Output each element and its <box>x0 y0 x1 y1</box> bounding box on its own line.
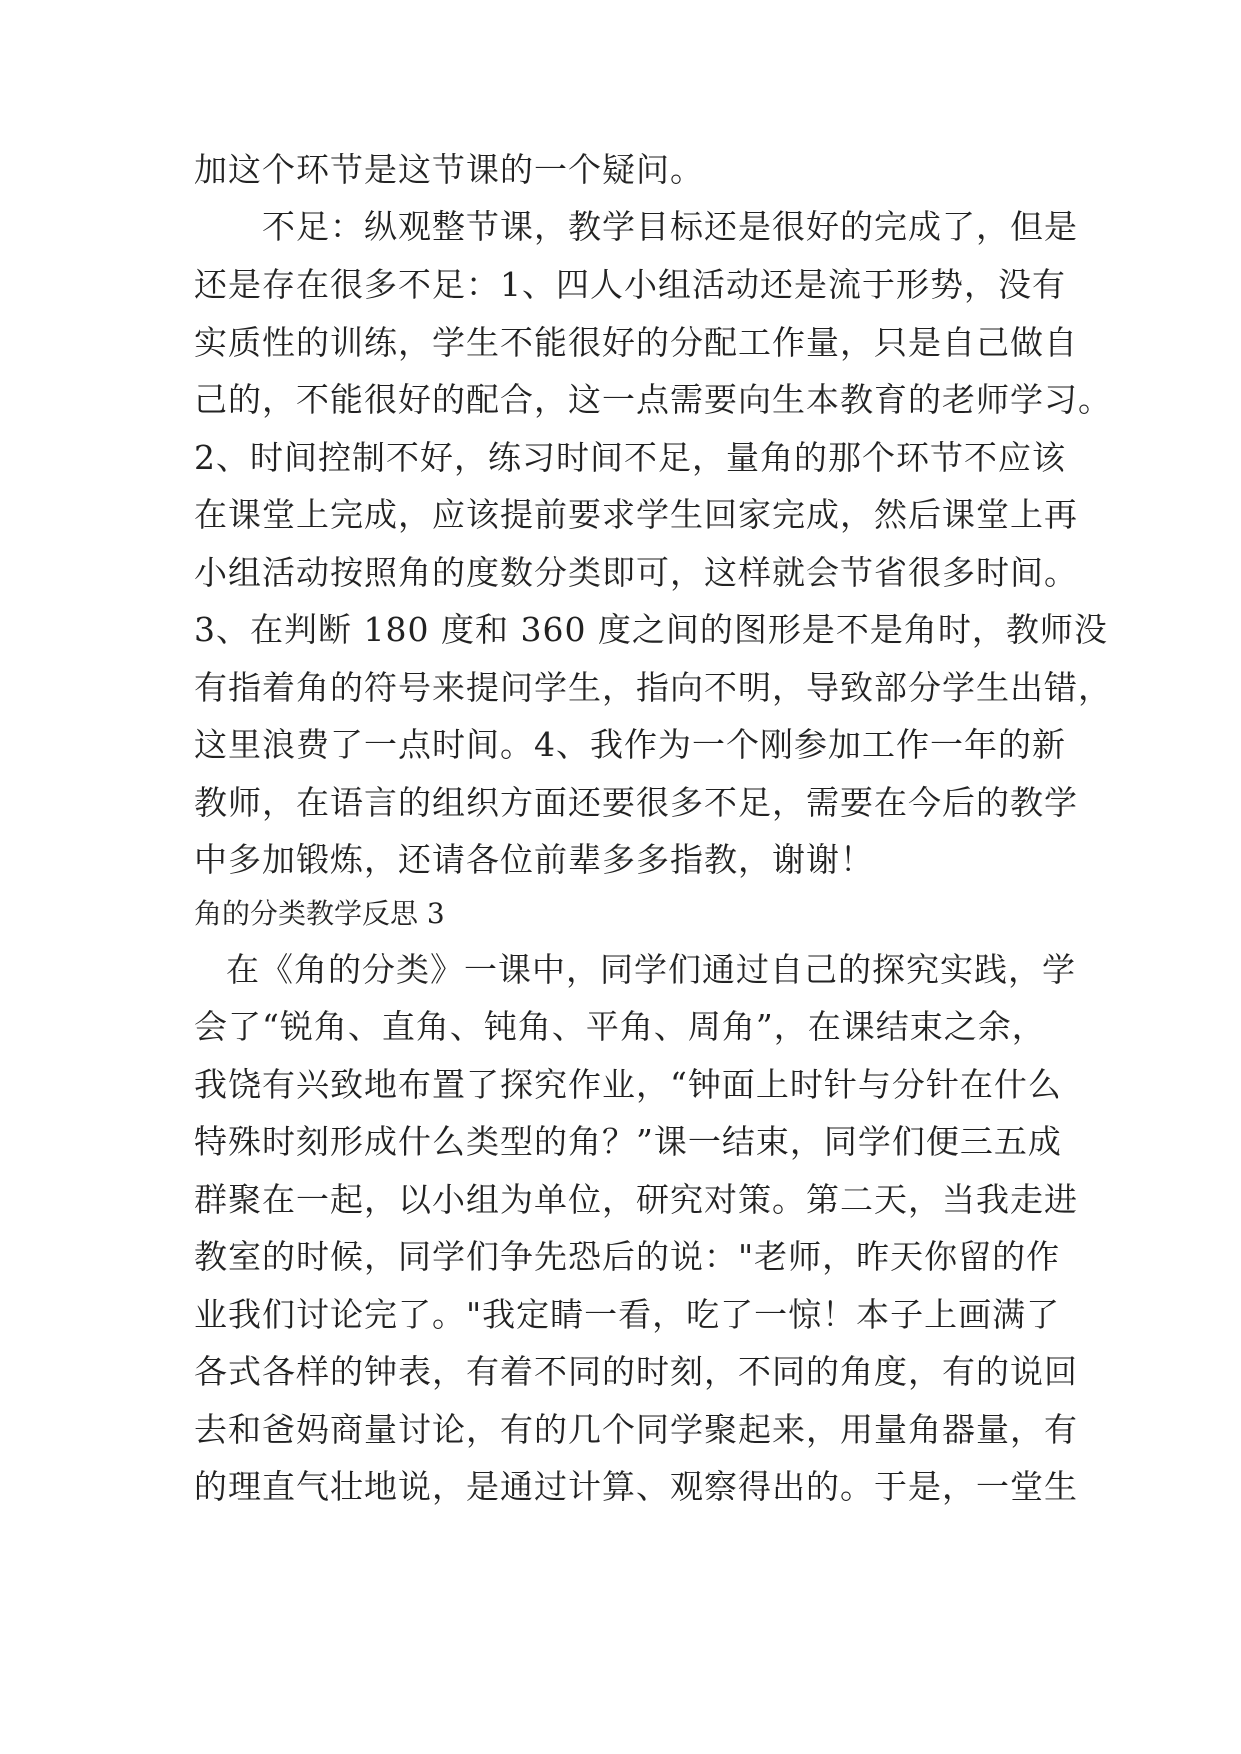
paragraph-line: 去和爸妈商量讨论，有的几个同学聚起来，用量角器量，有 <box>194 1410 1078 1449</box>
paragraph-line: 实质性的训练，学生不能很好的分配工作量，只是自己做自 <box>194 323 1078 362</box>
paragraph-line: 教师，在语言的组织方面还要很多不足，需要在今后的教学 <box>194 783 1078 822</box>
paragraph-line: 会了“锐角、直角、钝角、平角、周角”，在课结束之余， <box>194 1007 1046 1046</box>
paragraph-line: 群聚在一起，以小组为单位，研究对策。第二天，当我走进 <box>194 1180 1078 1219</box>
paragraph-line: 的理直气壮地说，是通过计算、观察得出的。于是，一堂生 <box>194 1467 1078 1506</box>
paragraph-line: 各式各样的钟表，有着不同的时刻，不同的角度，有的说回 <box>194 1352 1078 1391</box>
paragraph-line: 在课堂上完成，应该提前要求学生回家完成，然后课堂上再 <box>194 495 1078 534</box>
paragraph-line: 己的，不能很好的配合，这一点需要向生本教育的老师学习。 <box>194 380 1112 419</box>
section-title: 角的分类教学反思 3 <box>194 897 445 930</box>
paragraph-line: 特殊时刻形成什么类型的角？”课一结束，同学们便三五成 <box>194 1122 1062 1161</box>
paragraph-line: 还是存在很多不足：1、四人小组活动还是流于形势，没有 <box>194 265 1066 304</box>
paragraph-line: 业我们讨论完了。"我定睛一看，吃了一惊！本子上画满了 <box>194 1295 1061 1334</box>
paragraph-line: 有指着角的符号来提问学生，指向不明，导致部分学生出错， <box>194 668 1112 707</box>
paragraph-line: 我饶有兴致地布置了探究作业，“钟面上时针与分针在什么 <box>194 1065 1062 1104</box>
paragraph-line: 这里浪费了一点时间。4、我作为一个刚参加工作一年的新 <box>194 725 1066 764</box>
paragraph-line: 加这个环节是这节课的一个疑问。 <box>194 150 704 189</box>
paragraph-line: 在《角的分类》一课中，同学们通过自己的探究实践，学 <box>226 950 1076 989</box>
paragraph-line: 3、在判断 180 度和 360 度之间的图形是不是角时，教师没 <box>194 610 1108 649</box>
paragraph-line: 中多加锻炼，还请各位前辈多多指教，谢谢！ <box>194 840 874 879</box>
paragraph-line: 小组活动按照角的度数分类即可，这样就会节省很多时间。 <box>194 553 1078 592</box>
paragraph-line: 教室的时候，同学们争先恐后的说："老师，昨天你留的作 <box>194 1237 1061 1276</box>
paragraph-line: 2、时间控制不好，练习时间不足，量角的那个环节不应该 <box>194 438 1066 477</box>
paragraph-line: 不足：纵观整节课，教学目标还是很好的完成了，但是 <box>262 207 1078 246</box>
